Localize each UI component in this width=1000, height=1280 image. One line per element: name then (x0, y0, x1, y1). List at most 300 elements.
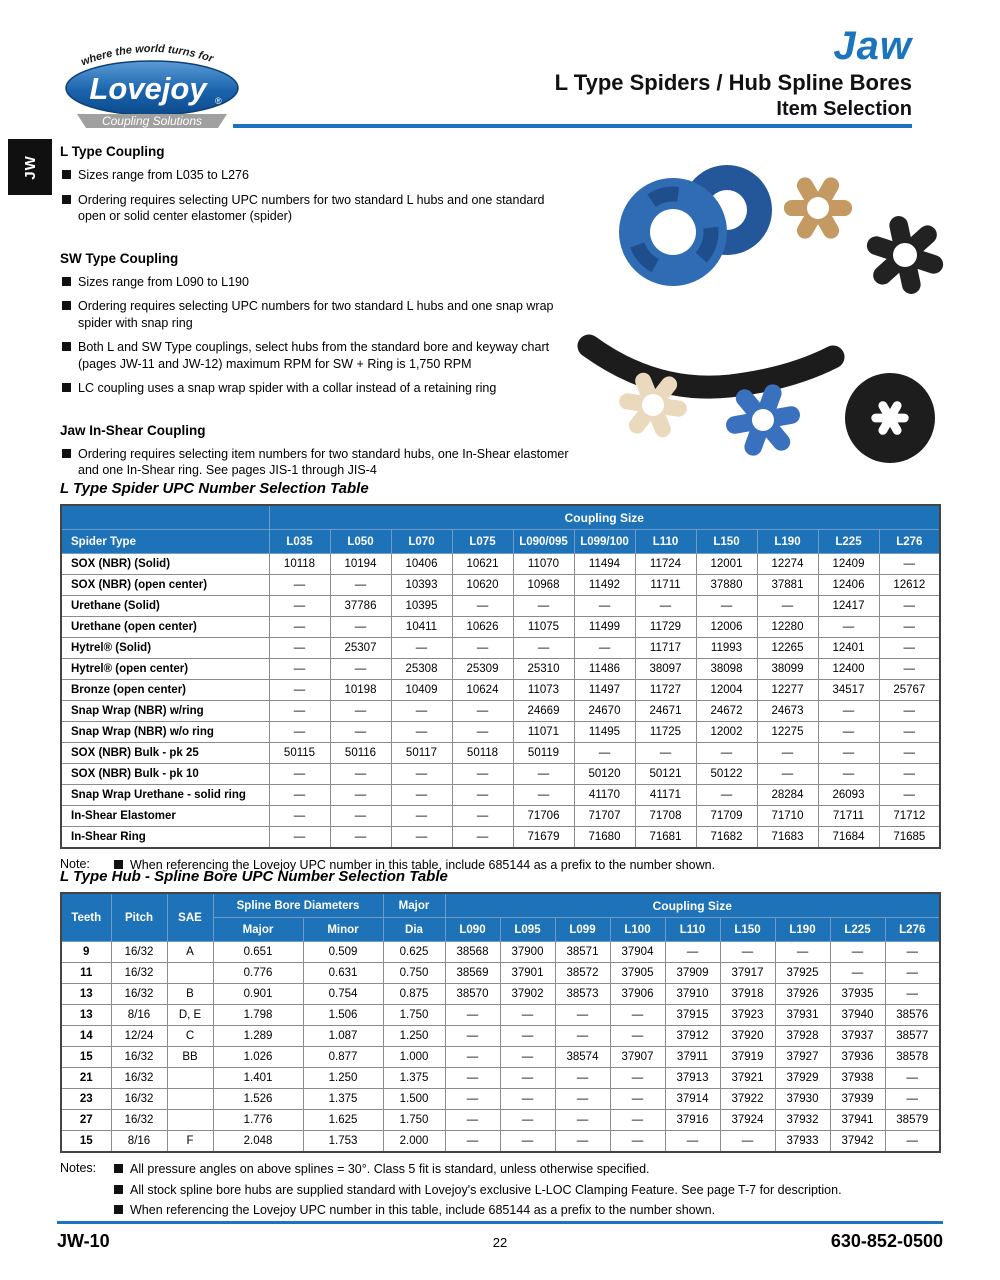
teeth-cell: 21 (61, 1068, 111, 1089)
minor-cell: 0.877 (303, 1047, 383, 1068)
upc-number-cell: — (269, 722, 330, 743)
upc-number-cell: — (330, 701, 391, 722)
spider-table-row (61, 659, 940, 680)
upc-number-cell: — (696, 743, 757, 764)
upc-number-cell: — (452, 764, 513, 785)
upc-number-cell: 37917 (720, 963, 775, 984)
footer-page-number: 22 (492, 1235, 508, 1250)
size-col-header: L050 (330, 530, 391, 554)
upc-number-cell: — (452, 722, 513, 743)
upc-number-cell: 25767 (879, 680, 940, 701)
upc-number-cell: 37936 (830, 1047, 885, 1068)
upc-number-cell: 37939 (830, 1089, 885, 1110)
upc-number-cell: 37941 (830, 1110, 885, 1131)
bullet-text: All stock spline bore hubs are supplied standard with Lovejoy's exclusive L-LOC Clamping Feature. See page T-7 for description. (130, 1182, 842, 1197)
square-bullet-icon (62, 449, 71, 458)
section-bullets (60, 446, 575, 479)
teeth-cell: 9 (61, 942, 111, 963)
spline-table-row (61, 1110, 940, 1131)
teeth-cell: 11 (61, 963, 111, 984)
upc-number-cell: 37907 (610, 1047, 665, 1068)
upc-number-cell: — (445, 1005, 500, 1026)
major-cell: 1.776 (213, 1110, 303, 1131)
pitch-header: Pitch (111, 893, 167, 942)
upc-number-cell: — (500, 1068, 555, 1089)
upc-number-cell: — (879, 764, 940, 785)
major-cell: 1.798 (213, 1005, 303, 1026)
spider-table-row (61, 827, 940, 849)
upc-number-cell: 37901 (500, 963, 555, 984)
upc-number-cell: — (879, 785, 940, 806)
notes-label: Notes: (60, 1161, 97, 1175)
upc-number-cell: — (452, 638, 513, 659)
upc-number-cell: — (879, 596, 940, 617)
section-heading: L Type Coupling (60, 144, 165, 159)
upc-number-cell: — (879, 701, 940, 722)
size-col-header: L190 (775, 918, 830, 942)
upc-number-cell: 37902 (500, 984, 555, 1005)
upc-number-cell: 37926 (775, 984, 830, 1005)
pitch-cell: 16/32 (111, 1068, 167, 1089)
snap-wrap-spider-illustration (589, 346, 833, 387)
upc-number-cell: 37920 (720, 1026, 775, 1047)
spline-table-row (61, 1131, 940, 1153)
upc-number-cell: 12612 (879, 575, 940, 596)
teeth-cell: 15 (61, 1131, 111, 1153)
spider-table-row (61, 806, 940, 827)
spider-table-row (61, 764, 940, 785)
upc-number-cell: 10411 (391, 617, 452, 638)
upc-number-cell: 71681 (635, 827, 696, 849)
minor-cell: 1.087 (303, 1026, 383, 1047)
upc-number-cell: 37924 (720, 1110, 775, 1131)
upc-number-cell: — (635, 596, 696, 617)
pitch-cell: 16/32 (111, 1110, 167, 1131)
bullet-text: Sizes range from L035 to L276 (78, 168, 249, 182)
major-cell: 2.048 (213, 1131, 303, 1153)
upc-number-cell: 71682 (696, 827, 757, 849)
upc-number-cell: 11729 (635, 617, 696, 638)
upc-number-cell: 12275 (757, 722, 818, 743)
major-cell: 1.026 (213, 1047, 303, 1068)
upc-number-cell: 37919 (720, 1047, 775, 1068)
upc-number-cell: 38577 (885, 1026, 940, 1047)
product-line-title: Jaw (833, 24, 912, 68)
upc-number-cell: — (391, 638, 452, 659)
upc-number-cell: — (269, 575, 330, 596)
upc-number-cell: — (879, 554, 940, 575)
spider-type-cell: SOX (NBR) (open center) (61, 575, 269, 596)
upc-number-cell: — (757, 743, 818, 764)
spider-type-cell: Snap Wrap (NBR) w/o ring (61, 722, 269, 743)
minor-subheader: Minor (303, 918, 383, 942)
spider-table-row (61, 743, 940, 764)
size-col-header: L276 (885, 918, 940, 942)
upc-number-cell: — (269, 806, 330, 827)
upc-number-cell: — (513, 785, 574, 806)
logo-registered-icon: ® (215, 96, 222, 106)
upc-number-cell: — (452, 596, 513, 617)
pitch-cell: 16/32 (111, 1089, 167, 1110)
upc-number-cell: 71710 (757, 806, 818, 827)
spider-type-cell: In-Shear Ring (61, 827, 269, 849)
spider-type-header: Spider Type (61, 530, 269, 554)
bullet-item (112, 1161, 940, 1178)
upc-number-cell: 38568 (445, 942, 500, 963)
upc-number-cell: — (445, 1068, 500, 1089)
upc-number-cell: 34517 (818, 680, 879, 701)
upc-number-cell: 71712 (879, 806, 940, 827)
upc-number-cell: 28284 (757, 785, 818, 806)
teeth-cell: 27 (61, 1110, 111, 1131)
upc-number-cell: — (775, 942, 830, 963)
upc-number-cell: 12406 (818, 575, 879, 596)
sae-cell (167, 963, 213, 984)
page-title: L Type Spiders / Hub Spline Bores (554, 70, 912, 95)
spider-type-cell: Hytrel® (open center) (61, 659, 269, 680)
upc-number-cell: — (452, 806, 513, 827)
spider-table-row (61, 638, 940, 659)
upc-number-cell: 10409 (391, 680, 452, 701)
size-col-header: L110 (635, 530, 696, 554)
upc-number-cell: 11727 (635, 680, 696, 701)
sae-cell: C (167, 1026, 213, 1047)
upc-number-cell: 37940 (830, 1005, 885, 1026)
upc-number-cell: — (879, 659, 940, 680)
size-col-header: L099 (555, 918, 610, 942)
upc-number-cell: 41170 (574, 785, 635, 806)
header-rule (233, 124, 912, 128)
upc-number-cell: — (610, 1131, 665, 1153)
footer-page-ref: JW-10 (57, 1231, 110, 1251)
upc-number-cell: 26093 (818, 785, 879, 806)
spider-table-block (60, 480, 940, 878)
coupling-size-group-header: Coupling Size (269, 505, 940, 530)
upc-number-cell: — (391, 785, 452, 806)
upc-number-cell: — (500, 1005, 555, 1026)
upc-number-cell: 10406 (391, 554, 452, 575)
upc-number-cell: — (330, 827, 391, 849)
coupling-size-group-header: Coupling Size (445, 893, 940, 918)
spline-bore-table (60, 892, 941, 1153)
upc-number-cell: 37786 (330, 596, 391, 617)
upc-number-cell: 24672 (696, 701, 757, 722)
spider-type-cell: Urethane (open center) (61, 617, 269, 638)
section-heading: SW Type Coupling (60, 250, 179, 266)
upc-number-cell: 37881 (757, 575, 818, 596)
upc-number-cell: 50122 (696, 764, 757, 785)
black-spider-illustration (855, 206, 950, 305)
sae-cell (167, 1110, 213, 1131)
spider-type-cell: Snap Wrap (NBR) w/ring (61, 701, 269, 722)
bullet-item (60, 274, 575, 291)
upc-number-cell: 12277 (757, 680, 818, 701)
upc-number-cell: 10624 (452, 680, 513, 701)
spider-type-cell: Bronze (open center) (61, 680, 269, 701)
upc-number-cell: 10198 (330, 680, 391, 701)
upc-number-cell: 10621 (452, 554, 513, 575)
upc-number-cell: — (610, 1068, 665, 1089)
major-dia-cell: 0.875 (383, 984, 445, 1005)
upc-number-cell: — (513, 764, 574, 785)
upc-number-cell: 11497 (574, 680, 635, 701)
upc-number-cell: — (574, 638, 635, 659)
upc-number-cell: 71709 (696, 806, 757, 827)
upc-number-cell: — (610, 1005, 665, 1026)
upc-number-cell: 38099 (757, 659, 818, 680)
upc-number-cell: 38570 (445, 984, 500, 1005)
upc-number-cell: — (818, 722, 879, 743)
teeth-cell: 15 (61, 1047, 111, 1068)
square-bullet-icon (62, 301, 71, 310)
upc-number-cell: 12274 (757, 554, 818, 575)
upc-number-cell: — (885, 1089, 940, 1110)
section-l-type (60, 144, 575, 225)
upc-number-cell: 24671 (635, 701, 696, 722)
upc-number-cell: — (513, 638, 574, 659)
upc-number-cell: — (696, 785, 757, 806)
spider-type-cell: Hytrel® (Solid) (61, 638, 269, 659)
upc-number-cell: 50118 (452, 743, 513, 764)
upc-number-cell: 10393 (391, 575, 452, 596)
bullet-item (60, 167, 575, 184)
spider-table-row (61, 617, 940, 638)
upc-number-cell: 71711 (818, 806, 879, 827)
note-label: Note: (60, 857, 90, 871)
upc-number-cell: 37911 (665, 1047, 720, 1068)
teeth-cell: 14 (61, 1026, 111, 1047)
spline-table-row (61, 1005, 940, 1026)
upc-number-cell: — (391, 701, 452, 722)
upc-number-cell: 71706 (513, 806, 574, 827)
upc-number-cell: — (391, 722, 452, 743)
upc-number-cell: — (330, 764, 391, 785)
spline-table-row (61, 1026, 940, 1047)
spider-table-row (61, 701, 940, 722)
spider-table-row (61, 680, 940, 701)
major-dia-cell: 1.750 (383, 1110, 445, 1131)
upc-number-cell: 37880 (696, 575, 757, 596)
upc-number-cell: 37931 (775, 1005, 830, 1026)
upc-number-cell: — (885, 1131, 940, 1153)
spider-type-cell: SOX (NBR) Bulk - pk 25 (61, 743, 269, 764)
upc-number-cell: 12001 (696, 554, 757, 575)
upc-number-cell: 12417 (818, 596, 879, 617)
spline-table-notes (60, 1161, 940, 1223)
upc-number-cell: 50119 (513, 743, 574, 764)
upc-number-cell: 37910 (665, 984, 720, 1005)
upc-number-cell: 37912 (665, 1026, 720, 1047)
major-dia-header-top: Major (383, 893, 445, 918)
pitch-cell: 12/24 (111, 1026, 167, 1047)
upc-number-cell: — (330, 575, 391, 596)
upc-number-cell: — (452, 827, 513, 849)
upc-number-cell: 71707 (574, 806, 635, 827)
teeth-cell: 13 (61, 1005, 111, 1026)
bullet-item (112, 1182, 940, 1199)
major-cell: 0.901 (213, 984, 303, 1005)
major-dia-cell: 1.500 (383, 1089, 445, 1110)
sae-cell: BB (167, 1047, 213, 1068)
upc-number-cell: 37932 (775, 1110, 830, 1131)
upc-number-cell: 10626 (452, 617, 513, 638)
page-subtitle: Item Selection (776, 98, 912, 120)
section-heading: Jaw In-Shear Coupling (60, 422, 206, 438)
bullet-text: LC coupling uses a snap wrap spider with a collar instead of a retaining ring (78, 381, 497, 395)
product-photo (575, 150, 950, 480)
upc-number-cell: 71708 (635, 806, 696, 827)
upc-number-cell: 37906 (610, 984, 665, 1005)
upc-number-cell: — (500, 1131, 555, 1153)
upc-number-cell: — (452, 701, 513, 722)
major-dia-cell: 1.000 (383, 1047, 445, 1068)
upc-number-cell: 37937 (830, 1026, 885, 1047)
spider-table-row (61, 575, 940, 596)
upc-number-cell: 71679 (513, 827, 574, 849)
upc-number-cell: — (445, 1047, 500, 1068)
spider-type-cell: Urethane (Solid) (61, 596, 269, 617)
major-cell: 0.651 (213, 942, 303, 963)
upc-number-cell: — (555, 1110, 610, 1131)
size-col-header: L095 (500, 918, 555, 942)
upc-number-cell: 38569 (445, 963, 500, 984)
upc-number-cell: — (879, 617, 940, 638)
in-shear-ring-illustration (845, 373, 935, 463)
upc-number-cell: — (818, 701, 879, 722)
major-cell: 0.776 (213, 963, 303, 984)
upc-number-cell: 11075 (513, 617, 574, 638)
major-dia-header-bottom: Dia (383, 918, 445, 942)
upc-number-cell: 37916 (665, 1110, 720, 1131)
upc-number-cell: 11494 (574, 554, 635, 575)
upc-number-cell: 12002 (696, 722, 757, 743)
intro-sections (60, 144, 575, 505)
upc-number-cell: 12006 (696, 617, 757, 638)
pitch-cell: 16/32 (111, 963, 167, 984)
upc-number-cell: — (885, 1068, 940, 1089)
bullet-text: Ordering requires selecting UPC numbers for two standard L hubs and one snap wrap spider with snap ring (78, 299, 554, 330)
minor-cell: 1.375 (303, 1089, 383, 1110)
upc-number-cell: — (830, 942, 885, 963)
spider-table-row (61, 596, 940, 617)
upc-number-cell: — (269, 617, 330, 638)
lovejoy-logo (55, 26, 250, 131)
upc-number-cell: — (500, 1110, 555, 1131)
upc-number-cell: 38573 (555, 984, 610, 1005)
upc-number-cell: 11725 (635, 722, 696, 743)
upc-number-cell: — (885, 984, 940, 1005)
upc-number-cell: — (830, 963, 885, 984)
upc-number-cell: 38097 (635, 659, 696, 680)
upc-number-cell: 11495 (574, 722, 635, 743)
spider-table-title: L Type Spider UPC Number Selection Table (60, 480, 369, 497)
upc-number-cell: 11492 (574, 575, 635, 596)
upc-number-cell: 38098 (696, 659, 757, 680)
logo-ribbon-text: Coupling Solutions (101, 114, 203, 128)
upc-number-cell: — (330, 722, 391, 743)
sae-cell (167, 1089, 213, 1110)
size-col-header: L100 (610, 918, 665, 942)
section-bullets (60, 274, 575, 397)
upc-number-cell: 11724 (635, 554, 696, 575)
upc-number-cell: 38578 (885, 1047, 940, 1068)
minor-cell: 1.625 (303, 1110, 383, 1131)
spline-table-title: L Type Hub - Spline Bore UPC Number Selection Table (60, 868, 448, 885)
upc-number-cell: — (445, 1131, 500, 1153)
major-dia-cell: 1.375 (383, 1068, 445, 1089)
upc-number-cell: — (500, 1026, 555, 1047)
square-bullet-icon (62, 383, 71, 392)
spline-bore-diameters-header: Spline Bore Diameters (213, 893, 383, 918)
upc-number-cell: — (269, 680, 330, 701)
upc-number-cell: — (391, 764, 452, 785)
upc-number-cell: 37930 (775, 1089, 830, 1110)
bullet-text: When referencing the Lovejoy UPC number in this table, include 685144 as a prefix to the number shown. (130, 1203, 716, 1217)
size-col-header: L150 (696, 530, 757, 554)
upc-number-cell: 24673 (757, 701, 818, 722)
upc-number-cell: 25309 (452, 659, 513, 680)
spider-table-corner (61, 505, 269, 530)
major-cell: 1.401 (213, 1068, 303, 1089)
upc-number-cell: — (330, 785, 391, 806)
upc-number-cell: 37913 (665, 1068, 720, 1089)
upc-number-cell: 38571 (555, 942, 610, 963)
upc-number-cell: — (574, 596, 635, 617)
minor-cell: 0.631 (303, 963, 383, 984)
upc-number-cell: — (665, 942, 720, 963)
section-bullets (60, 167, 575, 225)
bullet-item (60, 298, 575, 331)
upc-number-cell: — (879, 722, 940, 743)
bullet-item (60, 339, 575, 372)
upc-number-cell: — (635, 743, 696, 764)
upc-number-cell: 12280 (757, 617, 818, 638)
spline-table-block (60, 868, 940, 1223)
teeth-header: Teeth (61, 893, 111, 942)
upc-number-cell: — (330, 659, 391, 680)
section-index-tab (8, 139, 52, 195)
minor-cell: 0.509 (303, 942, 383, 963)
upc-number-cell: 37928 (775, 1026, 830, 1047)
spline-table-row (61, 942, 940, 963)
upc-number-cell: 38576 (885, 1005, 940, 1026)
square-bullet-icon (114, 1164, 123, 1173)
upc-number-cell: 11499 (574, 617, 635, 638)
upc-number-cell: 37904 (610, 942, 665, 963)
upc-number-cell: 11071 (513, 722, 574, 743)
bullet-text: Both L and SW Type couplings, select hubs from the standard bore and keyway chart (pages JW-11 and JW-12) maximum RPM for SW + Ring is 1,750 RPM (78, 340, 550, 371)
upc-number-cell: — (818, 617, 879, 638)
upc-number-cell: — (720, 1131, 775, 1153)
spline-table-row (61, 1089, 940, 1110)
footer-rule (57, 1221, 943, 1224)
square-bullet-icon (62, 170, 71, 179)
upc-number-cell: 37933 (775, 1131, 830, 1153)
upc-number-cell: 11486 (574, 659, 635, 680)
footer-phone: 630-852-0500 (830, 1231, 943, 1251)
sae-header: SAE (167, 893, 213, 942)
upc-number-cell: 10620 (452, 575, 513, 596)
size-col-header: L099/100 (574, 530, 635, 554)
upc-number-cell: — (555, 1131, 610, 1153)
bronze-spider-illustration (784, 174, 852, 241)
major-dia-cell: 0.625 (383, 942, 445, 963)
spider-type-cell: Snap Wrap Urethane - solid ring (61, 785, 269, 806)
spline-table-row (61, 1047, 940, 1068)
upc-number-cell: — (665, 1131, 720, 1153)
upc-number-cell: 37921 (720, 1068, 775, 1089)
upc-number-cell: — (330, 806, 391, 827)
